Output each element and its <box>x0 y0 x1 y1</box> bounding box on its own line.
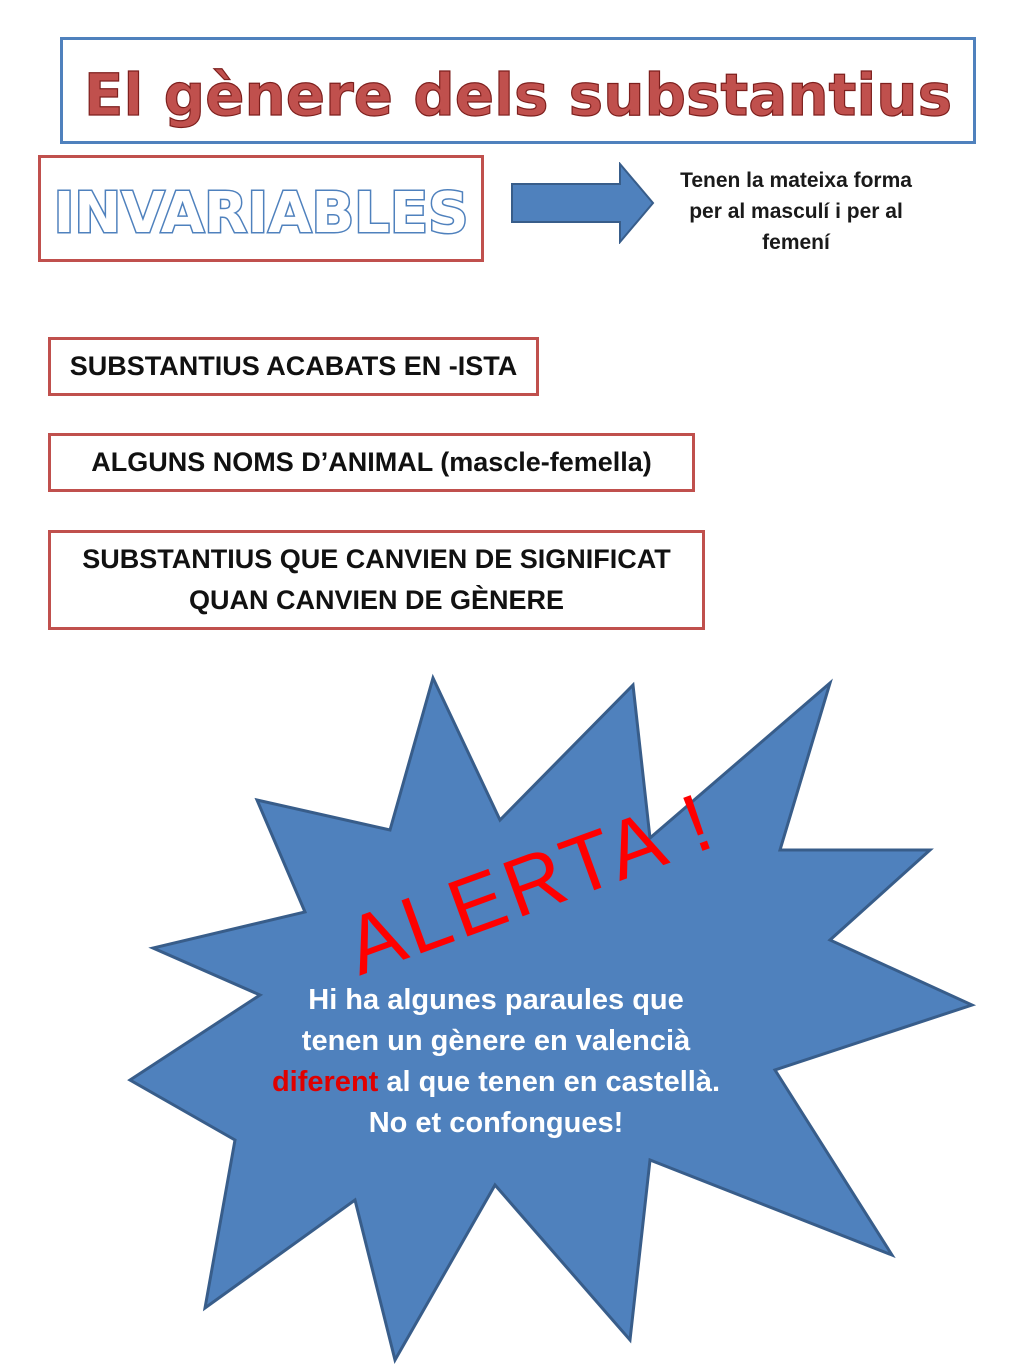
alert-message-before: Hi ha algunes paraules que tenen un gènere en valencià <box>301 984 691 1057</box>
alert-message <box>270 980 722 1144</box>
category-label: SUBSTANTIUS ACABATS EN -ISTA <box>69 351 518 381</box>
alert-highlight: diferent <box>271 1066 379 1098</box>
category-label: ALGUNS NOMS D’ANIMAL (mascle-femella) <box>91 447 652 477</box>
category-animal-names <box>48 433 695 492</box>
alert-heading: ALERTA ! <box>334 775 727 993</box>
page-title: El gènere dels substantius <box>83 61 953 129</box>
alert-message-after: al que tenen en castellà. No et confongues! <box>368 1066 721 1139</box>
invariables-definition: Tenen la mateixa forma per al masculí i per al femení <box>680 169 912 254</box>
category-ista <box>48 337 539 396</box>
category-label: SUBSTANTIUS QUE CANVIEN DE SIGNIFICAT QUAN CANVIEN DE GÈNERE <box>82 544 671 615</box>
category-meaning-change <box>48 530 705 630</box>
page-title-graphic <box>60 37 976 144</box>
title-box <box>60 37 976 144</box>
invariables-box <box>38 155 484 262</box>
invariables-graphic <box>38 155 484 262</box>
right-arrow-icon <box>510 162 655 244</box>
invariables-heading: INVARIABLES <box>53 181 469 246</box>
